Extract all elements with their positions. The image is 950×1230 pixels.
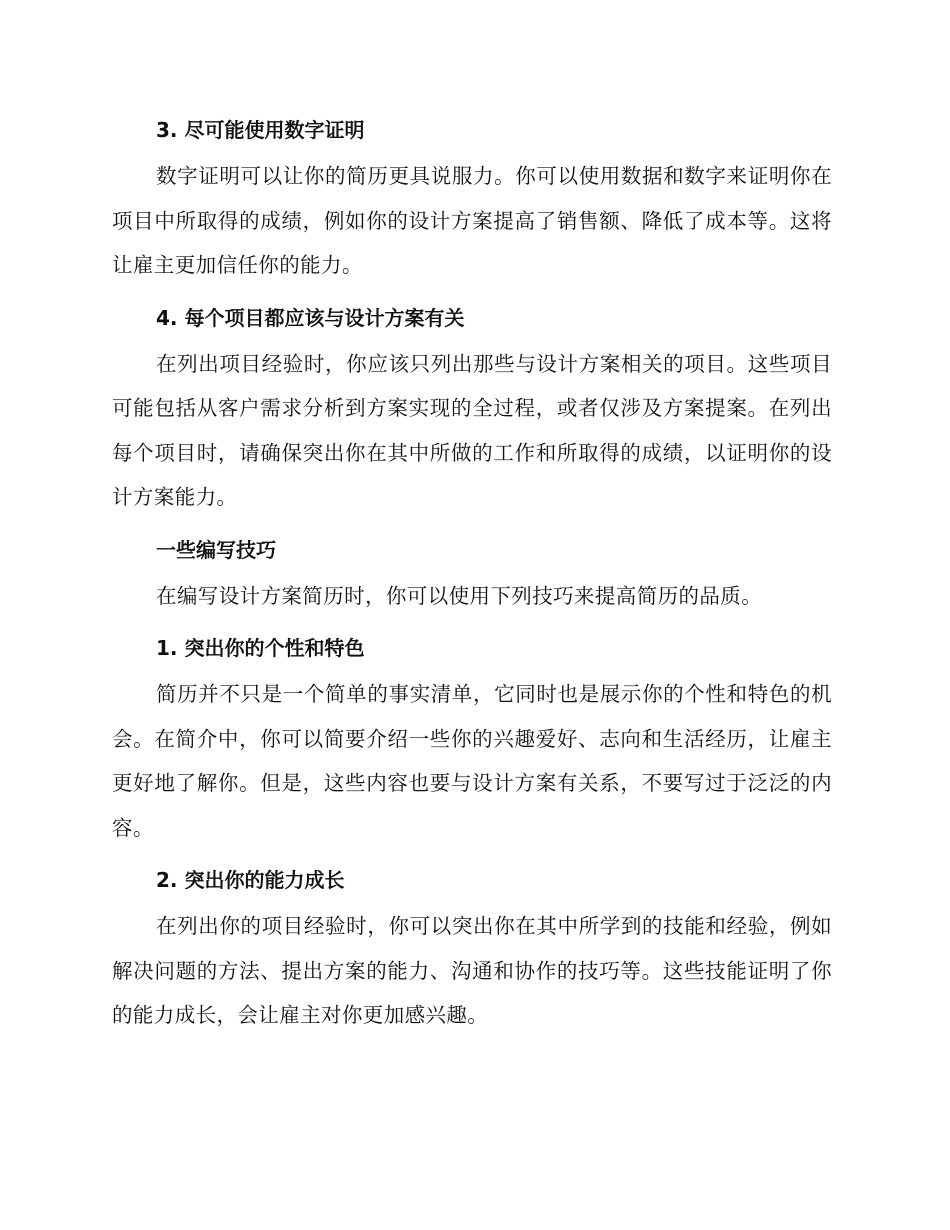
paragraph-growth: 在列出你的项目经验时，你可以突出你在其中所学到的技能和经验，例如解决问题的方法、提出方案的能力、沟通和协作的技巧等。这些技能证明了你的能力成长，会让雇主对你更加感兴趣。 xyxy=(112,914,832,1027)
document-body xyxy=(112,110,832,1038)
section-heading-relevant-projects: 4. 每个项目都应该与设计方案有关 xyxy=(156,305,465,330)
section-heading-writing-tips: 一些编写技巧 xyxy=(156,537,276,562)
paragraph-writing-tips: 在编写设计方案简历时，你可以使用下列技巧来提高简历的品质。 xyxy=(156,583,763,608)
paragraph-numeric-proof: 数字证明可以让你的简历更具说服力。你可以使用数据和数字来证明你在项目中所取得的成绩，例如你的设计方案提高了销售额、降低了成本等。这将让雇主更加信任你的能力。 xyxy=(112,164,832,277)
section-heading-personality: 1. 突出你的个性和特色 xyxy=(156,636,365,660)
section-heading-numeric-proof: 3. 尽可能使用数字证明 xyxy=(156,118,365,142)
paragraph-relevant-projects: 在列出项目经验时，你应该只列出那些与设计方案相关的项目。这些项目可能包括从客户需求分析到方案实现的全过程，或者仅涉及方案提案。在列出每个项目时，请确保突出你在其中所做的工作和所取得的成绩，以证明你的设计方案能力。 xyxy=(112,351,832,509)
paragraph-personality: 简历并不只是一个简单的事实清单，它同时也是展示你的个性和特色的机会。在简介中，你可以简要介绍一些你的兴趣爱好、志向和生活经历，让雇主更好地了解你。但是，这些内容也要与设计方案有关系，不要写过于泛泛的内容。 xyxy=(112,682,832,840)
section-heading-growth: 2. 突出你的能力成长 xyxy=(156,868,345,892)
